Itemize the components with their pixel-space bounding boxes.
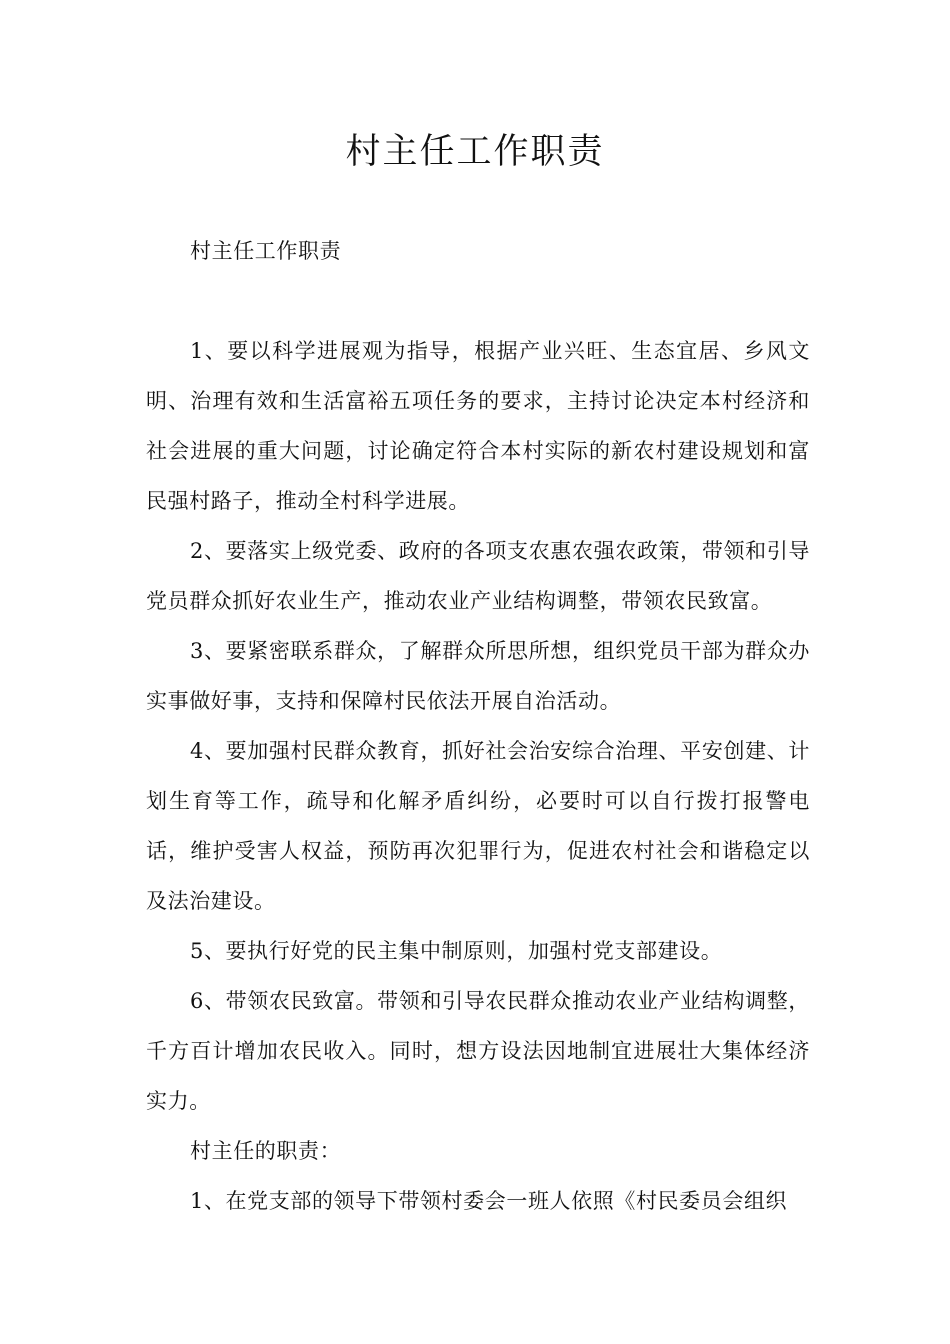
document-subtitle-block xyxy=(146,226,810,276)
paragraph-4: 4、要加强村民群众教育，抓好社会治安综合治理、平安创建、计划生育等工作，疏导和化解矛盾纠纷，必要时可以自行拨打报警电话，维护受害人权益，预防再次犯罪行为，促进农村社会和谐稳定以及法治建设。 xyxy=(146,739,810,913)
document-body xyxy=(146,326,810,1226)
paragraph-2: 2、要落实上级党委、政府的各项支农惠农强农政策，带领和引导党员群众抓好农业生产，推动农业产业结构调整，带领农民致富。 xyxy=(146,539,810,613)
paragraph-1: 1、要以科学进展观为指导，根据产业兴旺、生态宜居、乡风文明、治理有效和生活富裕五项任务的要求，主持讨论决定本村经济和社会进展的重大问题，讨论确定符合本村实际的新农村建设规划和富民强村路子，推动全村科学进展。 xyxy=(146,339,810,513)
document-subtitle: 村主任工作职责 xyxy=(190,239,342,263)
paragraph-6: 6、带领农民致富。带领和引导农民群众推动农业产业结构调整，千方百计增加农民收入。同时，想方设法因地制宜进展壮大集体经济实力。 xyxy=(146,989,810,1113)
paragraph-7: 1、在党支部的领导下带领村委会一班人依照《村民委员会组织 xyxy=(190,1189,788,1213)
section-heading-duties: 村主任的职责： xyxy=(190,1139,342,1163)
paragraph-3: 3、要紧密联系群众，了解群众所思所想，组织党员干部为群众办实事做好事，支持和保障村民依法开展自治活动。 xyxy=(146,639,810,713)
document-title: 村主任工作职责 xyxy=(345,132,605,172)
paragraph-5: 5、要执行好党的民主集中制原则，加强村党支部建设。 xyxy=(190,939,723,963)
